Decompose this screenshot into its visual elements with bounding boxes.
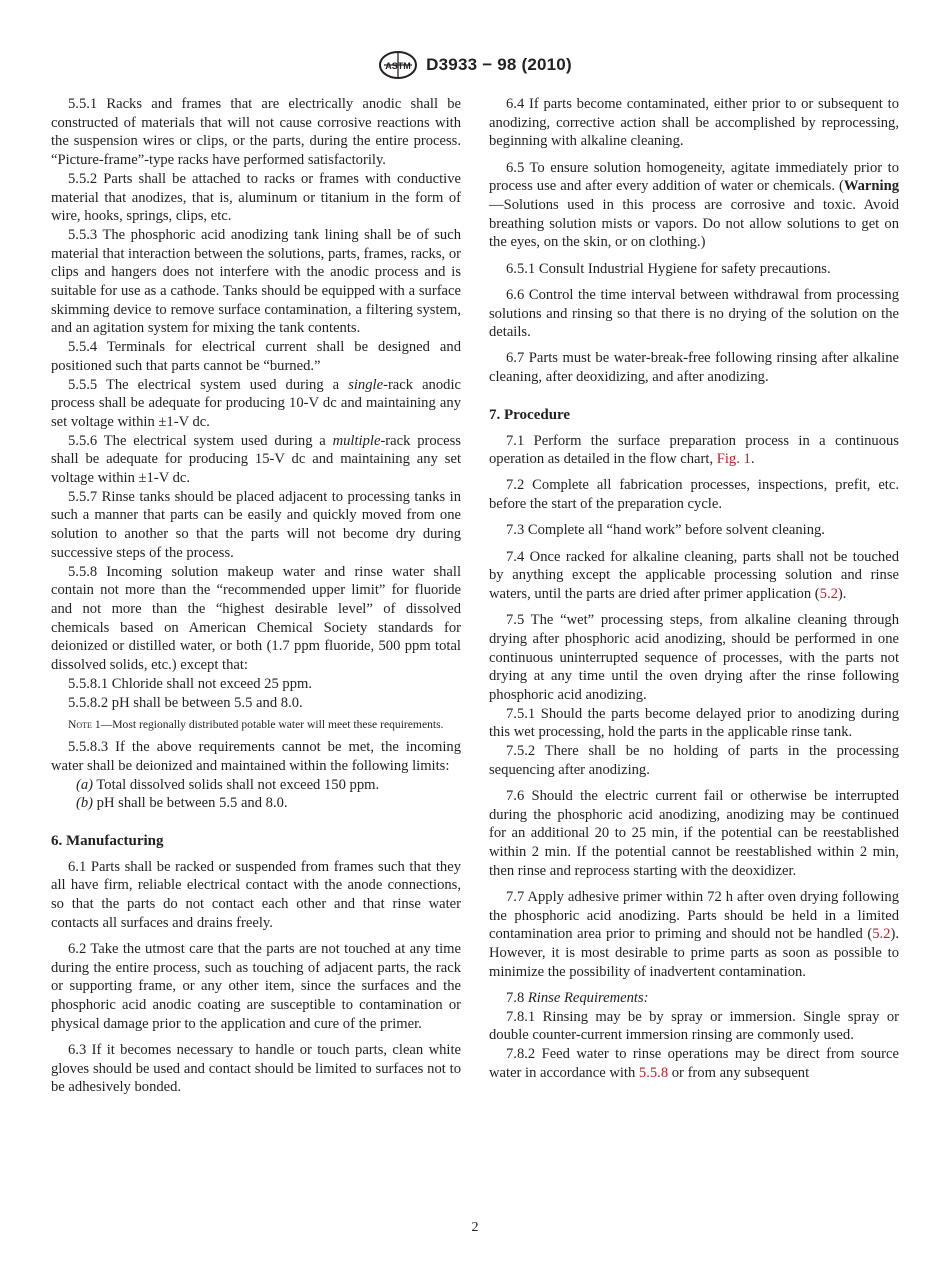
para-7-7: 7.7 Apply adhesive primer within 72 h after oven drying following the phosphoric acid anodizing. Parts should be held in a limited contamination area prior to priming and should not be handled (5.2). However, it is most desirable to prime parts as soon as possible to minimize the possibility of inadvertent contamination. (489, 889, 899, 980)
note-1: Note 1—Most regionally distributed potable water will meet these requirements. (68, 718, 444, 732)
para-5-5-7: 5.5.7 Rinse tanks should be placed adjacent to processing tanks in such a manner that parts can be easily and quickly moved from one solution to another so that the parts will not become dry during successive steps of the process. (51, 488, 461, 561)
para-7-8: 7.8 Rinse Requirements: (506, 990, 649, 1007)
para-7-5: 7.5 The “wet” processing steps, from alkaline cleaning through drying after phosphoric acid anodizing, should be performed in one continuous uninterrupted sequence of processes, with the parts not drying at any time until the oven drying after the rinse following phosphoric acid anodizing. (489, 612, 899, 703)
para-5-5-8: 5.5.8 Incoming solution makeup water and rinse water shall contain not more than the “recommended upper limit” for fluoride and not more than the “highest desirable level” of dissolved chemicals based on American Chemical Society standards for deionized or distilled water, or both (1.7 ppm fluoride, 500 ppm total dissolved solids, etc.) except that: (51, 563, 461, 674)
section-5-2-link[interactable]: 5.2 (819, 585, 838, 602)
section-5-2-link[interactable]: 5.2 (872, 926, 891, 943)
page-header (0, 50, 950, 80)
para-6-4: 6.4 If parts become contaminated, either prior to or subsequent to anodizing, corrective action shall be accomplished by reprocessing, beginning with alkaline cleaning. (489, 96, 899, 150)
para-7-3: 7.3 Complete all “hand work” before solvent cleaning. (506, 522, 825, 539)
para-6-3: 6.3 If it becomes necessary to handle or touch parts, clean white gloves should be used and contact should be limited to surfaces not to be adhesively bonded. (51, 1042, 461, 1096)
para-5-5-8-3: 5.5.8.3 If the above requirements cannot be met, the incoming water shall be deionized and maintained within the following limits: (51, 739, 461, 774)
section-heading-manufacturing: 6. Manufacturing (51, 833, 164, 850)
para-7-1: 7.1 Perform the surface preparation process in a continuous operation as detailed in the flow chart, Fig. 1. (489, 432, 899, 468)
astm-logo-icon (378, 50, 418, 80)
para-5-5-8-2: 5.5.8.2 pH shall be between 5.5 and 8.0. (68, 694, 303, 711)
para-6-1: 6.1 Parts shall be racked or suspended from frames such that they all have firm, reliable electrical contact with the anode connections, so that the parts do not contact each other and that rinse water contacts all surfaces and drains freely. (51, 858, 461, 931)
para-5-5-2: 5.5.2 Parts shall be attached to racks or frames with conductive material that anodizes, that is, aluminum or titanium in the form of wire, hooks, springs, clips, etc. (51, 170, 461, 225)
para-6-7: 6.7 Parts must be water-break-free following rinsing after alkaline cleaning, after deoxidizing, and after anodizing. (489, 350, 899, 386)
list-item-b: (b) pH shall be between 5.5 and 8.0. (76, 795, 288, 812)
para-5-5-5: 5.5.5 The electrical system used during a single-rack anodic process shall be adequate for producing 10-V dc and maintaining any set voltage within ±1-V dc. (51, 376, 461, 430)
para-6-2: 6.2 Take the utmost care that the parts are not touched at any time during the entire process, such as touching of adjacent parts, the rack or supporting frame, or any other item, since the surfaces and the phosphoric acid anodic coating are susceptible to contamination or physical damage prior to the application and cure of the primer. (51, 941, 461, 1032)
para-6-5: 6.5 To ensure solution homogeneity, agitate immediately prior to process use and after every addition of water or chemicals. (Warning—Solutions used in this process are corrosive and toxic. Avoid breathing solution mists or vapors. Do not allow solutions to get on the eyes, on the skin, or on clothing.) (489, 159, 899, 251)
left-column (51, 95, 461, 1097)
para-7-4: 7.4 Once racked for alkaline cleaning, parts shall not be touched by anything except the applicable processing solution and rinse waters, until the parts are dried after primer application (5.2). (489, 548, 899, 602)
para-5-5-8-1: 5.5.8.1 Chloride shall not exceed 25 ppm. (68, 675, 312, 692)
para-5-5-6: 5.5.6 The electrical system used during a multiple-rack process shall be adequate for producing 15-V dc and maintaining any set voltage within ±1-V dc. (51, 432, 461, 487)
para-6-5-1: 6.5.1 Consult Industrial Hygiene for safety precautions. (506, 260, 831, 277)
para-5-5-1: 5.5.1 Racks and frames that are electrically anodic shall be constructed of materials that will not cause corrosive reactions with the suspension wires or clips, or the parts, during the entire process. “Picture-frame”-type racks have performed satisfactorily. (51, 96, 461, 169)
list-item-a: (a) Total dissolved solids shall not exceed 150 ppm. (76, 776, 380, 793)
section-5-5-8-link[interactable]: 5.5.8 (638, 1064, 669, 1081)
para-5-5-4: 5.5.4 Terminals for electrical current shall be designed and positioned such that parts cannot be “burned.” (51, 339, 461, 374)
para-5-5-3: 5.5.3 The phosphoric acid anodizing tank lining shall be of such material that interaction between the solutions, parts, frames, racks, or clips and hangers does not interfere with the anodic process and is suitable for use as a cathode. Tanks should be equipped with a surface skimming device to remove surface contamination, a filtering system, and an agitation system for mixing the tank contents. (51, 226, 461, 337)
para-7-5-1: 7.5.1 Should the parts become delayed prior to anodizing during this wet processing, hold the parts in the applicable rinse tank. (489, 705, 899, 741)
page-number: 2 (471, 1220, 479, 1235)
para-7-8-1: 7.8.1 Rinsing may be by spray or immersion. Single spray or double counter-current immersion rinsing are commonly used. (489, 1008, 899, 1044)
standard-designation: D3933 − 98 (2010) (426, 55, 572, 74)
para-7-8-2: 7.8.2 Feed water to rinse operations may be direct from source water in accordance with 5.5.8 or from any subsequent (489, 1046, 899, 1081)
figure-1-link[interactable]: Fig. 1 (716, 451, 751, 468)
para-7-6: 7.6 Should the electric current fail or otherwise be interrupted during the phosphoric acid anodizing, anodizing may be continued for an additional 20 to 25 min, if the potential can be reestablished within 2 min. If the potential cannot be reestablished within 2 min, then rinse and reprocess starting with the deoxidizer. (489, 788, 899, 879)
para-7-2: 7.2 Complete all fabrication processes, inspections, prefit, etc. before the start of the preparation cycle. (489, 477, 899, 513)
right-column (489, 95, 899, 1083)
svg-text:ASTM: ASTM (385, 61, 411, 71)
para-7-5-2: 7.5.2 There shall be no holding of parts in the processing sequencing after anodizing. (489, 743, 899, 778)
para-6-6: 6.6 Control the time interval between withdrawal from processing solutions and rinsing so that there is no drying of the solution on the details. (489, 286, 899, 341)
section-heading-procedure: 7. Procedure (489, 406, 571, 423)
